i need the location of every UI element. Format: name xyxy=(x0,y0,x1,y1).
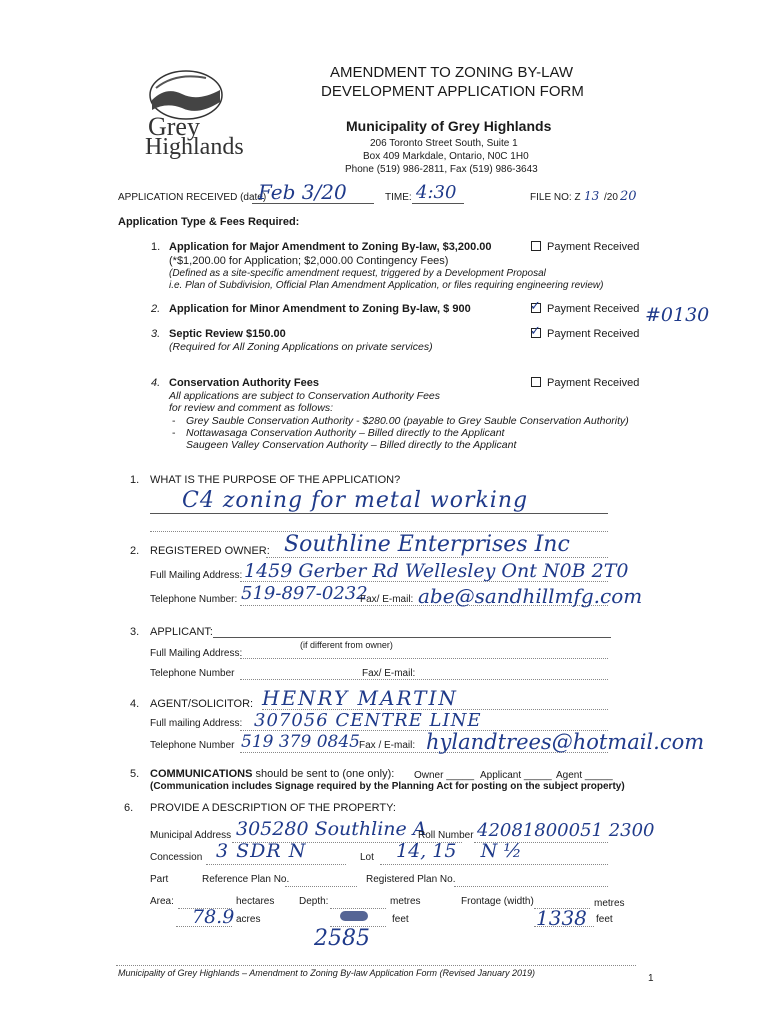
fee-item4-sub2: for review and comment as follows: xyxy=(169,402,333,414)
registered-plan-label: Registered Plan No. xyxy=(366,874,456,885)
fee-item1-sub2: (Defined as a site-specific amendment request, triggered by a Development Proposal xyxy=(169,268,546,279)
frontage-metres-label: metres xyxy=(594,898,625,909)
purpose-answer[interactable]: C4 zoning for metal working xyxy=(182,488,529,513)
agent-value[interactable]: HENRY MARTIN xyxy=(262,686,458,710)
depth-feet-scribble-icon xyxy=(340,911,368,921)
agent-tel-value[interactable]: 519 379 0845 xyxy=(241,732,360,752)
depth-feet-label: feet xyxy=(392,914,409,925)
fee-item1-sub1: (*$1,200.00 for Application; $2,000.00 Contingency Fees) xyxy=(169,255,449,267)
receipt-number[interactable]: #0130 xyxy=(645,304,710,326)
property-label: PROVIDE A DESCRIPTION OF THE PROPERTY: xyxy=(150,802,396,814)
checkbox-icon[interactable] xyxy=(531,377,541,387)
owner-value[interactable]: Southline Enterprises Inc xyxy=(284,532,570,557)
fee-item2-number: 2. xyxy=(151,303,161,315)
checkbox-icon[interactable] xyxy=(531,241,541,251)
section1-question: WHAT IS THE PURPOSE OF THE APPLICATION? xyxy=(150,474,401,486)
section1-number: 1. xyxy=(130,474,140,486)
fee-item3-title: Septic Review $150.00 xyxy=(169,328,286,340)
form-title-line1: AMENDMENT TO ZONING BY-LAW xyxy=(330,64,574,81)
owner-tel-label: Telephone Number: xyxy=(150,594,238,605)
comm-applicant-option[interactable]: Applicant _____ xyxy=(480,770,552,781)
checked-checkbox-icon[interactable]: ✓ xyxy=(530,323,541,338)
area-label: Area: xyxy=(150,896,174,907)
depth-metres-label: metres xyxy=(390,896,421,907)
page-number: 1 xyxy=(648,973,654,984)
fee-item1-title: Application for Major Amendment to Zoning By-law, $3,200.00 xyxy=(169,241,492,253)
applicant-tel-label: Telephone Number xyxy=(150,668,235,679)
applicant-label: APPLICANT: xyxy=(150,626,213,638)
fee-item4-payment[interactable] xyxy=(531,377,639,389)
applicant-note: (if different from owner) xyxy=(300,640,393,650)
frontage-label: Frontage (width) xyxy=(461,896,534,907)
footer-text: Municipality of Grey Highlands – Amendment to Zoning By-law Application Form (Revised January 2019) xyxy=(118,968,536,978)
depth-label: Depth: xyxy=(299,896,329,907)
municipality-name: Municipality of Grey Highlands xyxy=(346,118,552,134)
roll-number-value[interactable]: 42081800051 2300 xyxy=(477,820,655,841)
received-date-value[interactable]: Feb 3/20 xyxy=(258,180,347,204)
payment-label: Payment Received xyxy=(547,241,640,253)
fee-item4-bullet1: Grey Sauble Conservation Authority - $280.00 (payable to Grey Sauble Conservation Authority) xyxy=(186,415,629,427)
fee-item4-sub1: All applications are subject to Conservation Authority Fees xyxy=(169,390,441,402)
frontage-feet-value[interactable]: 1338 xyxy=(536,906,587,930)
file-number-label: FILE NO: Z xyxy=(530,192,581,203)
time-value[interactable]: 4:30 xyxy=(416,182,457,203)
agent-label: AGENT/SOLICITOR: xyxy=(150,698,254,710)
communications-rest: should be sent to (one only): xyxy=(252,768,395,780)
owner-mail-value[interactable]: 1459 Gerber Rd Wellesley Ont N0B 2T0 xyxy=(244,560,629,582)
communications-label xyxy=(150,768,394,780)
fee-item3-sub: (Required for All Zoning Applications on private services) xyxy=(169,341,433,353)
roll-number-label: Roll Number xyxy=(418,830,474,841)
file-year-prefix: /20 xyxy=(604,192,618,203)
payment-label: Payment Received xyxy=(547,328,640,340)
section4-number: 4. xyxy=(130,698,140,710)
fee-item1-sub3: i.e. Plan of Subdivision, Official Plan Amendment Application, or files requiring engineering review) xyxy=(169,280,604,291)
municipality-logo xyxy=(118,62,268,162)
depth-feet-value[interactable]: 2585 xyxy=(314,926,370,951)
logo-text-highlands: Highlands xyxy=(145,134,244,160)
hectares-label: hectares xyxy=(236,896,275,907)
owner-tel-value[interactable]: 519-897-0232 xyxy=(241,583,368,604)
payment-label: Payment Received xyxy=(547,303,640,315)
concession-value[interactable]: 3 SDR N xyxy=(216,840,307,862)
file-number-value[interactable]: 13 xyxy=(584,189,600,203)
owner-mail-label: Full Mailing Address: xyxy=(150,570,243,581)
lot-value[interactable]: 14, 15 N ½ xyxy=(396,840,522,862)
address-line2: Box 409 Markdale, Ontario, N0C 1H0 xyxy=(363,151,529,162)
municipal-address-label: Municipal Address xyxy=(150,830,232,841)
bullet-dash: - xyxy=(172,415,176,427)
owner-label: REGISTERED OWNER: xyxy=(150,545,270,557)
section6-number: 6. xyxy=(124,802,134,814)
fee-item2-payment[interactable] xyxy=(530,298,640,315)
frontage-feet-label: feet xyxy=(596,914,613,925)
fee-item4-bullet3: Saugeen Valley Conservation Authority – Billed directly to the Applicant xyxy=(186,439,517,451)
owner-email-value[interactable]: abe@sandhillmfg.com xyxy=(418,584,643,608)
municipal-address-value[interactable]: 305280 Southline A xyxy=(236,818,427,840)
section5-number: 5. xyxy=(130,768,140,780)
logo-text-grey: Grey xyxy=(148,112,200,141)
agent-mail-label: Full mailing Address: xyxy=(150,718,243,729)
fee-item4-title: Conservation Authority Fees xyxy=(169,377,319,389)
communications-title: COMMUNICATIONS xyxy=(150,768,253,780)
agent-mail-value[interactable]: 307056 CENTRE LINE xyxy=(254,710,482,731)
time-label: TIME: xyxy=(385,192,412,203)
address-line1: 206 Toronto Street South, Suite 1 xyxy=(370,138,518,149)
concession-label: Concession xyxy=(150,852,203,863)
received-date-label: APPLICATION RECEIVED (date) xyxy=(118,192,267,203)
phone-fax: Phone (519) 986-2811, Fax (519) 986-3643 xyxy=(345,164,538,175)
communications-note: (Communication includes Signage required by the Planning Act for posting on the subject property) xyxy=(150,781,625,792)
comm-agent-option[interactable]: Agent _____ xyxy=(556,770,613,781)
fee-item3-number: 3. xyxy=(151,328,161,340)
agent-tel-label: Telephone Number xyxy=(150,740,235,751)
reference-plan-label: Reference Plan No. xyxy=(202,874,290,885)
fee-item2-title: Application for Minor Amendment to Zoning By-law, $ 900 xyxy=(169,303,471,315)
fee-item4-bullet2: Nottawasaga Conservation Authority – Billed directly to the Applicant xyxy=(186,427,505,439)
fee-item4-number: 4. xyxy=(151,377,161,389)
payment-label: Payment Received xyxy=(547,377,640,389)
lot-label: Lot xyxy=(360,852,374,863)
section3-number: 3. xyxy=(130,626,140,638)
form-title-line2: DEVELOPMENT APPLICATION FORM xyxy=(321,83,584,100)
part-label: Part xyxy=(150,874,169,885)
comm-owner-option[interactable]: Owner _____ xyxy=(414,770,475,781)
agent-fax-label: Fax / E-mail: xyxy=(359,740,416,751)
fee-item1-payment[interactable] xyxy=(531,241,639,253)
file-year-value[interactable]: 20 xyxy=(620,189,637,204)
bullet-dash: - xyxy=(172,427,176,439)
applicant-fax-label: Fax/ E-mail: xyxy=(362,668,416,679)
checked-checkbox-icon[interactable]: ✓ xyxy=(530,298,541,313)
fee-item3-payment[interactable] xyxy=(530,323,640,340)
applicant-mail-label: Full Mailing Address: xyxy=(150,648,243,659)
owner-fax-label: Fax/ E-mail: xyxy=(360,594,414,605)
fees-heading: Application Type & Fees Required: xyxy=(118,216,300,228)
acres-value[interactable]: 78.9 xyxy=(192,906,235,928)
section2-number: 2. xyxy=(130,545,140,557)
fee-item1-number: 1. xyxy=(151,241,161,253)
acres-label: acres xyxy=(236,914,261,925)
agent-email-value[interactable]: hylandtrees@hotmail.com xyxy=(426,730,705,754)
